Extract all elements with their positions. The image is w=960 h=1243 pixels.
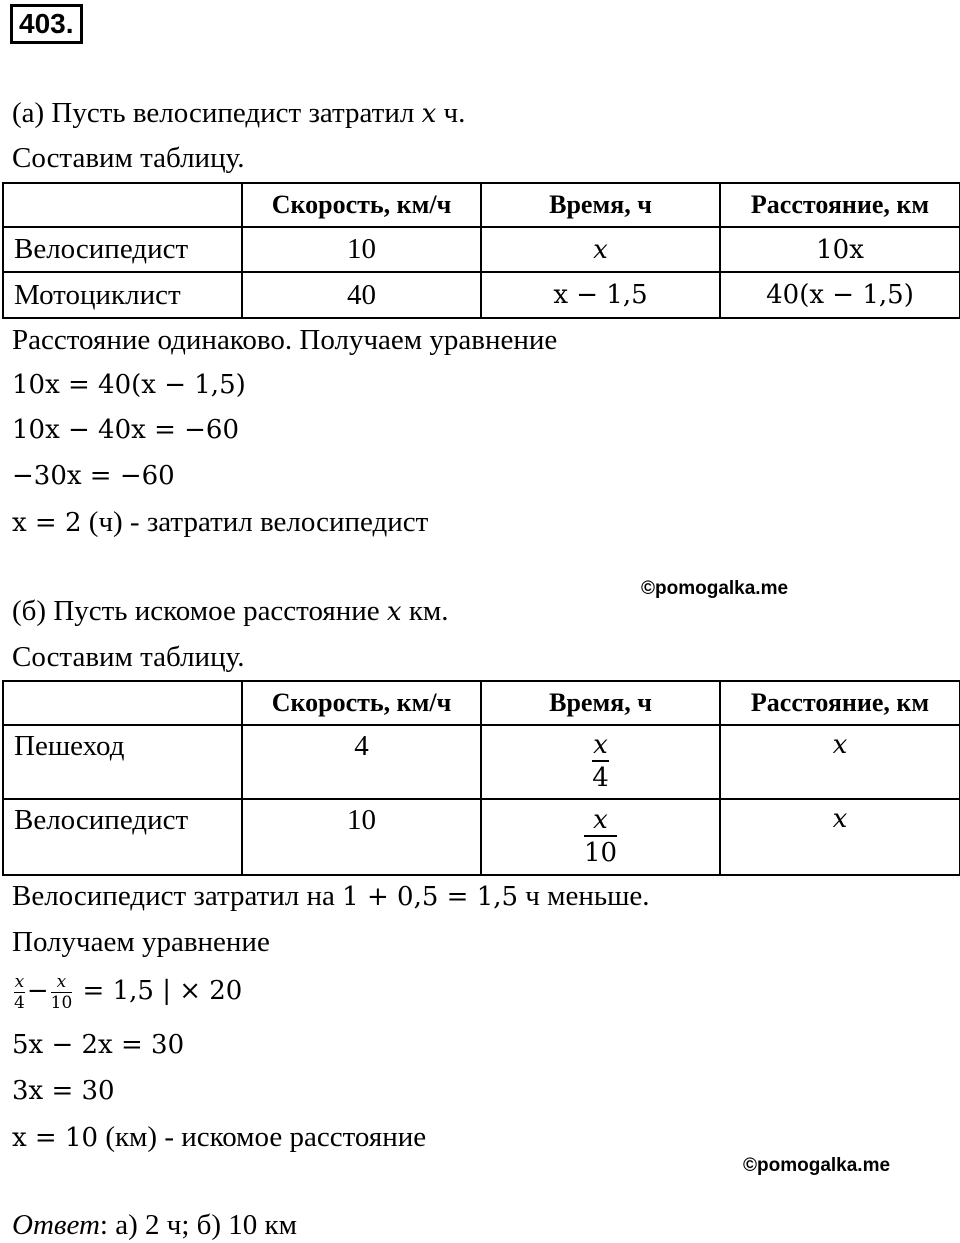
table-header-speed: Скорость, км/ч [242,681,481,725]
row-distance: x [720,725,960,799]
row-distance: 40(x − 1,5) [720,272,960,318]
row-time: x − 1,5 [481,272,720,318]
row-time [481,725,720,799]
part-a-equation-1: 10x = 40(x − 1,5) [12,370,246,400]
row-label: Пешеход [3,725,242,799]
part-b-equation-1: 5x − 2x = 30 [12,1030,185,1060]
part-a-table [2,182,960,319]
table-row [3,799,960,875]
row-speed: 10 [242,227,481,272]
part-b-get-equation: Получаем уравнение [12,926,270,958]
table-header-time: Время, ч [481,183,720,227]
row-time [481,799,720,875]
part-b-table [2,680,960,876]
part-a-conclusion: Расстояние одинаково. Получаем уравнение [12,324,558,356]
row-time: x [481,227,720,272]
table-row [3,227,960,272]
watermark: ©pomogalka.me [743,1155,891,1176]
table-header-distance: Расстояние, км [720,681,960,725]
time-fraction: $\frac{x}{4}$ [592,730,609,793]
row-speed: 4 [242,725,481,799]
part-a-intro: (а) Пусть велосипедист затратил x ч. [12,97,466,129]
part-b-fraction-equation: $\frac{x}{4}$ − $\frac{x}{10}$ = 1,5 | × 20 [14,971,243,1013]
part-b-result: x = 10 (км) - искомое расстояние [12,1121,427,1153]
part-a-equation-3: −30x = −60 [12,461,175,491]
row-distance: 10x [720,227,960,272]
table-header-empty [3,681,242,725]
part-a-result: x = 2 (ч) - затратил велосипедист [12,506,429,538]
table-row [3,272,960,318]
row-label: Велосипедист [3,227,242,272]
part-b-make-table: Составим таблицу. [12,641,245,673]
table-header-time: Время, ч [481,681,720,725]
problem-number: 403. [10,4,83,44]
table-header-speed: Скорость, км/ч [242,183,481,227]
row-distance: x [720,799,960,875]
time-fraction: $\frac{x}{10}$ [583,805,618,868]
answer-label: Ответ [12,1209,100,1241]
part-b-less: Велосипедист затратил на 1 + 0,5 = 1,5 ч меньше. [12,880,650,912]
part-a-equation-2: 10x − 40x = −60 [12,415,239,445]
row-speed: 10 [242,799,481,875]
answer [12,1208,297,1242]
table-header-empty [3,183,242,227]
row-label: Мотоциклист [3,272,242,318]
part-b-equation-2: 3x = 30 [12,1076,115,1106]
fraction: $\frac{x}{10}$ [50,971,73,1013]
answer-text: : а) 2 ч; б) 10 км [99,1209,297,1241]
row-label: Велосипедист [3,799,242,875]
row-speed: 40 [242,272,481,318]
table-header-distance: Расстояние, км [720,183,960,227]
fraction: $\frac{x}{4}$ [14,971,25,1013]
part-b-intro: (б) Пусть искомое расстояние x км. [12,595,449,627]
table-row [3,725,960,799]
watermark: ©pomogalka.me [641,578,789,599]
part-a-make-table: Составим таблицу. [12,142,245,174]
